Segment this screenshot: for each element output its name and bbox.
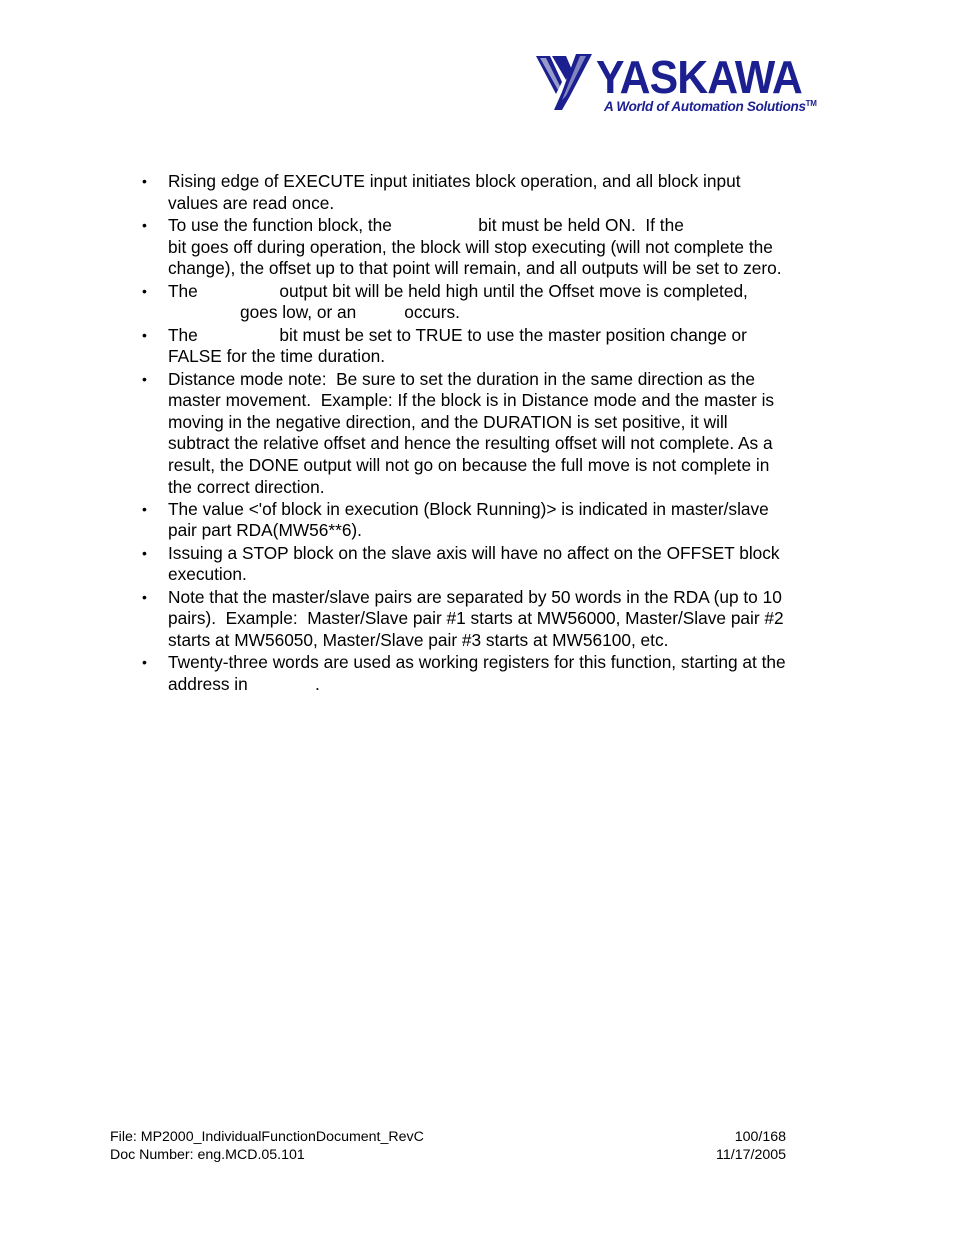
list-item [142, 498, 858, 542]
list-item-line: address in . [168, 674, 320, 695]
list-item-line: The value <'of block in execution (Block Running)> is indicated in master/slave [168, 498, 769, 519]
footer-page-number: 100/168 [734, 1129, 786, 1145]
list-item [142, 324, 858, 368]
list-item [142, 586, 858, 652]
list-item-line: master movement. Example: If the block is in Distance mode and the master is [168, 390, 775, 411]
list-item-line: The output bit will be held high until the Offset move is completed, [168, 280, 748, 301]
brand-name: YASKAWA [596, 51, 802, 103]
footer-doc-number: Doc Number: eng.MCD.05.101 [110, 1147, 305, 1163]
list-item [142, 368, 858, 499]
yaskawa-logo [532, 50, 822, 120]
list-item [142, 214, 858, 280]
brand-tagline [604, 99, 817, 114]
list-item-line: Issuing a STOP block on the slave axis will have no affect on the OFFSET block [168, 542, 780, 563]
footer-date: 11/17/2005 [716, 1147, 786, 1163]
trademark-mark: TM [805, 99, 817, 108]
list-item-line: execution. [168, 564, 247, 585]
list-item-line: Rising edge of EXECUTE input initiates block operation, and all block input [168, 171, 741, 191]
list-item-line: Note that the master/slave pairs are separated by 50 words in the RDA (up to 10 [168, 586, 782, 607]
footer-file: File: MP2000_IndividualFunctionDocument_RevC [110, 1129, 424, 1145]
bullet-icon: • [142, 326, 147, 343]
list-item-line: starts at MW56050, Master/Slave pair #3 starts at MW56100, etc. [168, 630, 669, 651]
list-item [142, 652, 858, 695]
list-item-line: FALSE for the time duration. [168, 346, 386, 367]
list-item [142, 171, 858, 214]
bullet-icon: • [142, 173, 147, 189]
list-item-line: result, the DONE output will not go on because the full move is not complete in [168, 454, 770, 475]
bullet-icon: • [142, 216, 147, 233]
bullet-icon: • [142, 282, 147, 299]
list-item-line: Twenty-three words are used as working registers for this function, starting at the [168, 652, 786, 673]
list-item-line: Distance mode note: Be sure to set the duration in the same direction as the [168, 368, 755, 389]
list-item [142, 280, 858, 324]
bullet-icon: • [142, 544, 147, 561]
list-item-line: goes low, or an occurs. [168, 302, 460, 323]
list-item-line: pairs). Example: Master/Slave pair #1 starts at MW56000, Master/Slave pair #2 [168, 608, 784, 629]
list-item-line: change), the offset up to that point will remain, and all outputs will be set to zero. [168, 258, 782, 279]
list-item-line: values are read once. [168, 192, 335, 213]
list-item [142, 542, 858, 586]
tagline-text: A World of Automation Solutions [604, 99, 806, 114]
list-item-line: To use the function block, the bit must be held ON. If the [168, 214, 684, 235]
list-item-line: bit goes off during operation, the block will stop executing (will not complete the [168, 236, 773, 257]
bullet-icon: • [142, 588, 147, 605]
bullet-icon: • [142, 500, 147, 517]
list-item-line: moving in the negative direction, and the DURATION is set positive, it will [168, 411, 728, 432]
list-item-line: The bit must be set to TRUE to use the master position change or [168, 324, 747, 345]
list-item-line: pair part RDA(MW56**6). [168, 520, 362, 541]
list-item-line: subtract the relative offset and hence the resulting offset will not complete. As a [168, 433, 773, 454]
list-item-line: the correct direction. [168, 476, 325, 497]
bullet-icon: • [142, 654, 147, 671]
bullet-icon: • [142, 370, 147, 387]
page-footer [110, 1128, 786, 1164]
notes-list [142, 171, 858, 696]
yaskawa-swoosh-icon [532, 52, 596, 112]
